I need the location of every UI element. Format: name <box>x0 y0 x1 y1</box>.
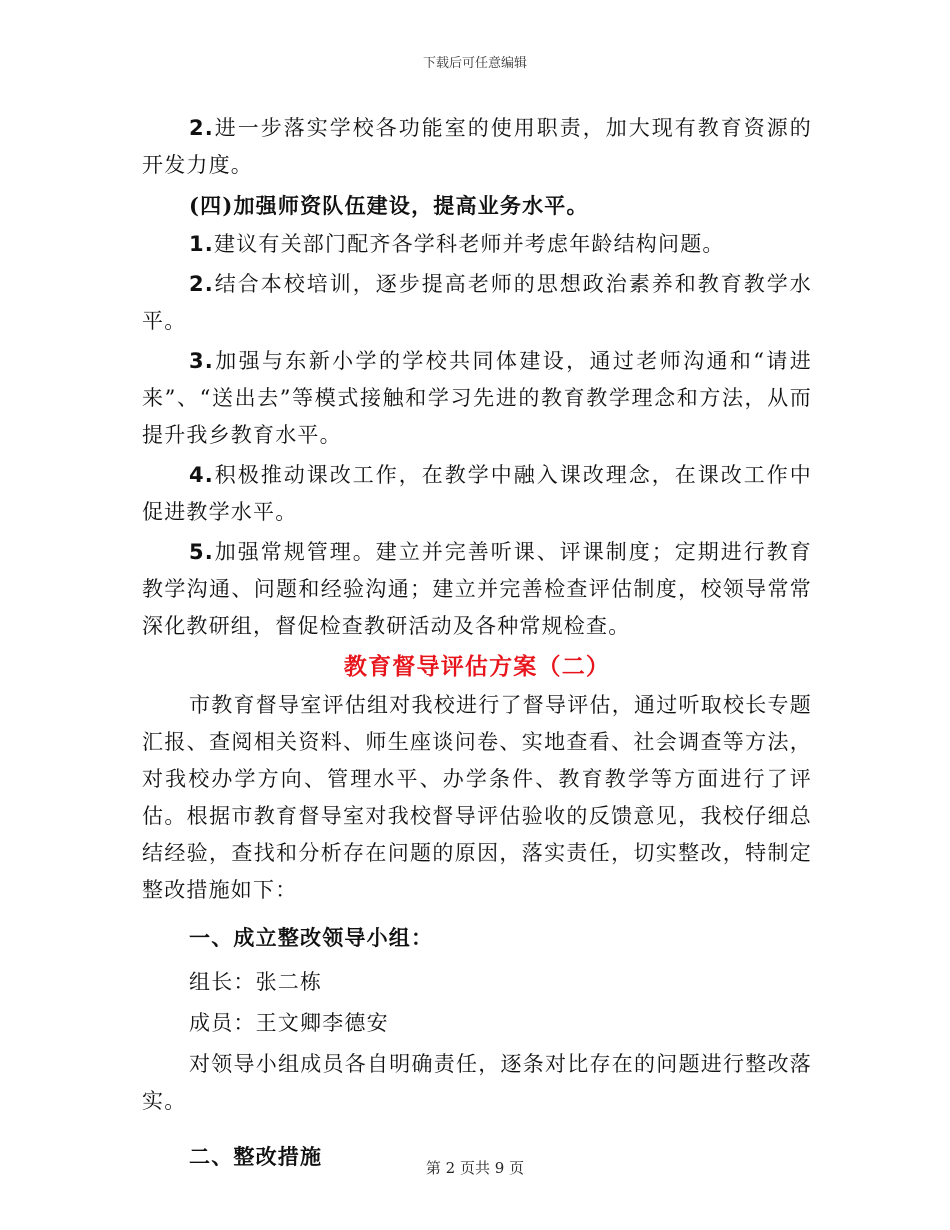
item-text: 加强与东新小学的学校共同体建设，通过老师沟通和“请进来”、“送出去”等模式接触和学习先进的教育教学理念和方法，从而提升我乡教育水平。 <box>142 349 812 447</box>
item-number: 1. <box>189 232 214 256</box>
item-text: 结合本校培训，逐步提高老师的思想政治素养和教育教学水平。 <box>142 272 812 333</box>
item-number: 2. <box>189 272 214 296</box>
item-number: 4. <box>189 463 214 487</box>
item-text: 建议有关部门配齐各学科老师并考虑年龄结构问题。 <box>214 232 725 256</box>
list-item <box>142 457 812 531</box>
page-header: 下载后可任意编辑 <box>422 56 527 71</box>
duty-paragraph: 对领导小组成员各自明确责任，逐条对比存在的问题进行整改落实。 <box>142 1052 812 1113</box>
item-text: 进一步落实学校各功能室的使用职责，加大现有教育资源的开发力度。 <box>142 116 812 177</box>
section-heading-1: 一、成立整改领导小组： <box>189 925 434 950</box>
paragraph-item-2 <box>142 110 812 184</box>
item-text: 加强常规管理。建立并完善听课、评课制度；定期进行教育教学沟通、问题和经验沟通；建立并完善检查评估制度，校领导常常深化教研组，督促检查教研活动及各种常规检查。 <box>142 540 812 638</box>
section-heading-4: (四)加强师资队伍建设，提高业务水平。 <box>189 193 589 218</box>
list-item <box>142 343 812 454</box>
members-line: 成员：王文卿李德安 <box>189 1011 389 1035</box>
item-number: 3. <box>189 349 214 373</box>
item-text: 积极推动课改工作，在教学中融入课改理念，在课改工作中促进教学水平。 <box>142 463 812 524</box>
list-item <box>142 534 812 645</box>
list-item <box>142 266 812 340</box>
intro-paragraph: 市教育督导室评估组对我校进行了督导评估，通过听取校长专题汇报、查阅相关资料、师生座谈问卷、实地查看、社会调查等方法，对我校办学方向、管理水平、办学条件、教育教学等方面进行了评估。根据市教育督导室对我校督导评估验收的反馈意见，我校仔细总结经验，查找和分析存在问题的原因，落实责任，切实整改，特制定整改措施如下： <box>142 693 812 902</box>
page-footer: 第 2 页共 9 页 <box>425 1159 525 1177</box>
list-item <box>142 226 812 263</box>
item-number: 5. <box>189 540 214 564</box>
item-number: 2. <box>189 116 214 140</box>
section-heading-2: 二、整改措施 <box>189 1144 323 1169</box>
leader-line: 组长：张二栋 <box>189 970 323 994</box>
document-title: 教育督导评估方案（二） <box>343 653 611 680</box>
document-body <box>142 110 812 1183</box>
